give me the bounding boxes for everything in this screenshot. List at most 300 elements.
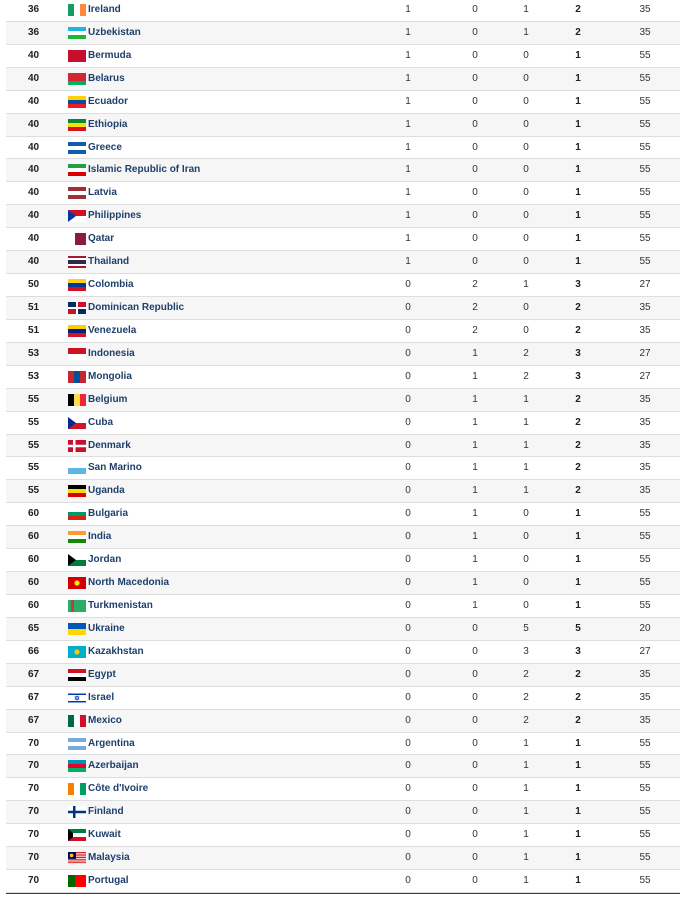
silver-count: 0 [472,714,478,726]
rank-cell: 60 [28,508,40,520]
silver-count: 1 [472,370,478,382]
rank-by-total: 35 [639,714,651,726]
gold-count: 1 [405,49,411,61]
total-count: 1 [575,875,581,887]
country-link[interactable]: Qatar [88,233,115,245]
country-link[interactable]: Cuba [88,416,113,428]
silver-count: 0 [472,164,478,176]
ecuador-flag-icon [68,96,86,108]
country-link[interactable]: Ecuador [88,95,129,107]
silver-count: 2 [472,301,478,313]
table-row [6,45,680,68]
rank-cell: 40 [28,49,40,61]
gold-count: 0 [405,783,411,795]
total-count: 1 [575,118,581,130]
bronze-count: 0 [523,256,529,268]
total-count: 1 [575,737,581,749]
argentina-flag-icon [68,738,86,750]
country-link[interactable]: Azerbaijan [88,760,139,772]
bronze-count: 2 [523,714,529,726]
country-link[interactable]: India [88,531,112,543]
denmark-flag-icon [68,440,86,452]
country-link[interactable]: Philippines [88,210,142,222]
bronze-count: 0 [523,164,529,176]
country-link[interactable]: Uzbekistan [88,26,141,38]
silver-count: 1 [472,599,478,611]
israel-flag-icon [68,692,86,704]
total-count: 1 [575,852,581,864]
rank-by-total: 55 [639,783,651,795]
gold-count: 0 [405,462,411,474]
country-link[interactable]: Bulgaria [88,508,129,520]
gold-count: 0 [405,622,411,634]
rank-cell: 40 [28,72,40,84]
azerbaijan-flag-icon [68,760,86,772]
rank-by-total: 55 [639,141,651,153]
total-count: 1 [575,187,581,199]
gold-count: 1 [405,95,411,107]
bronze-count: 0 [523,508,529,520]
rank-cell: 55 [28,393,40,405]
rank-by-total: 55 [639,760,651,772]
silver-count: 1 [472,347,478,359]
thailand-flag-icon [68,256,86,268]
table-row [6,710,680,733]
bronze-count: 2 [523,347,529,359]
table-row [6,526,680,549]
ireland-flag-icon [68,4,86,16]
table-row [6,503,680,526]
rank-by-total: 55 [639,210,651,222]
total-count: 1 [575,256,581,268]
table-row [6,641,680,664]
total-count: 1 [575,806,581,818]
silver-count: 1 [472,439,478,451]
table-row [6,0,680,22]
qatar-flag-icon [68,233,86,245]
silver-count: 0 [472,4,478,15]
country-link[interactable]: Belarus [88,72,125,84]
turkmenistan-flag-icon [68,600,86,612]
table-row [6,412,680,435]
table-row [6,91,680,114]
cote-divoire-flag-icon [68,783,86,795]
table-row [6,68,680,91]
bronze-count: 1 [523,26,529,38]
gold-count: 0 [405,875,411,887]
total-count: 2 [575,485,581,497]
rank-by-total: 55 [639,164,651,176]
table-row [6,457,680,480]
country-link[interactable]: Dominican Republic [88,301,185,313]
bronze-count: 1 [523,737,529,749]
gold-count: 0 [405,577,411,589]
country-link[interactable]: Jordan [88,554,122,566]
bronze-count: 1 [523,806,529,818]
country-link[interactable]: Finland [88,806,124,818]
country-link[interactable]: Ukraine [88,622,125,634]
rank-by-total: 27 [639,279,651,291]
rank-cell: 67 [28,691,40,703]
gold-count: 0 [405,760,411,772]
rank-cell: 40 [28,210,40,222]
total-count: 2 [575,691,581,703]
total-count: 2 [575,301,581,313]
bronze-count: 3 [523,645,529,657]
gold-count: 0 [405,737,411,749]
table-row [6,618,680,641]
gold-count: 0 [405,439,411,451]
jordan-flag-icon [68,554,86,566]
kuwait-flag-icon [68,829,86,841]
rank-cell: 67 [28,714,40,726]
rank-by-total: 55 [639,118,651,130]
silver-count: 0 [472,49,478,61]
silver-count: 0 [472,72,478,84]
table-row [6,824,680,847]
rank-by-total: 55 [639,256,651,268]
rank-cell: 60 [28,554,40,566]
rank-cell: 51 [28,301,40,313]
gold-count: 0 [405,829,411,841]
rank-by-total: 55 [639,599,651,611]
total-count: 1 [575,554,581,566]
gold-count: 1 [405,233,411,245]
country-link[interactable]: Greece [88,141,122,153]
rank-by-total: 55 [639,806,651,818]
table-row [6,687,680,710]
table-row [6,320,680,343]
silver-count: 0 [472,829,478,841]
country-link[interactable]: Kuwait [88,829,121,841]
bronze-count: 2 [523,370,529,382]
rank-by-total: 35 [639,393,651,405]
gold-count: 1 [405,72,411,84]
bronze-count: 0 [523,118,529,130]
silver-count: 0 [472,645,478,657]
rank-by-total: 27 [639,370,651,382]
rank-cell: 40 [28,164,40,176]
gold-count: 0 [405,279,411,291]
table-bottom-rule [6,893,680,894]
uzbekistan-flag-icon [68,27,86,39]
gold-count: 1 [405,118,411,130]
gold-count: 0 [405,370,411,382]
country-link[interactable]: San Marino [88,462,142,474]
country-link[interactable]: Ireland [88,4,121,15]
rank-cell: 50 [28,279,40,291]
rank-by-total: 55 [639,72,651,84]
total-count: 1 [575,95,581,107]
table-row [6,801,680,824]
country-link[interactable]: Portugal [88,875,129,887]
table-row [6,595,680,618]
country-link[interactable]: Venezuela [88,324,137,336]
total-count: 2 [575,393,581,405]
total-count: 1 [575,531,581,543]
rank-by-total: 20 [639,622,651,634]
silver-count: 0 [472,118,478,130]
total-count: 1 [575,599,581,611]
country-link[interactable]: Turkmenistan [88,599,153,611]
silver-count: 0 [472,187,478,199]
silver-count: 0 [472,783,478,795]
total-count: 1 [575,783,581,795]
table-row [6,343,680,366]
belarus-flag-icon [68,73,86,85]
country-link[interactable]: Mongolia [88,370,132,382]
table-row [6,572,680,595]
silver-count: 1 [472,531,478,543]
malaysia-flag-icon [68,852,86,864]
total-count: 1 [575,141,581,153]
rank-cell: 55 [28,485,40,497]
table-row [6,114,680,137]
rank-cell: 36 [28,4,40,15]
rank-by-total: 55 [639,187,651,199]
rank-cell: 40 [28,95,40,107]
gold-count: 0 [405,668,411,680]
total-count: 1 [575,760,581,772]
gold-count: 1 [405,210,411,222]
silver-count: 1 [472,554,478,566]
rank-cell: 70 [28,829,40,841]
gold-count: 1 [405,141,411,153]
rank-by-total: 55 [639,737,651,749]
bronze-count: 1 [523,852,529,864]
country-link[interactable]: Denmark [88,439,131,451]
country-link[interactable]: Bermuda [88,49,132,61]
rank-by-total: 27 [639,645,651,657]
rank-by-total: 55 [639,49,651,61]
gold-count: 0 [405,416,411,428]
bronze-count: 0 [523,187,529,199]
rank-by-total: 55 [639,852,651,864]
rank-cell: 70 [28,875,40,887]
silver-count: 0 [472,95,478,107]
rank-by-total: 35 [639,416,651,428]
country-link[interactable]: Thailand [88,256,130,268]
rank-cell: 40 [28,118,40,130]
rank-cell: 55 [28,439,40,451]
mongolia-flag-icon [68,371,86,383]
north-macedonia-flag-icon [68,577,86,589]
table-row [6,137,680,160]
rank-by-total: 55 [639,508,651,520]
finland-flag-icon [68,806,86,818]
silver-count: 1 [472,577,478,589]
gold-count: 1 [405,256,411,268]
silver-count: 1 [472,416,478,428]
rank-cell: 40 [28,233,40,245]
bronze-count: 0 [523,49,529,61]
rank-by-total: 55 [639,554,651,566]
total-count: 1 [575,829,581,841]
rank-cell: 65 [28,622,40,634]
table-row [6,389,680,412]
bronze-count: 1 [523,4,529,15]
silver-count: 1 [472,485,478,497]
table-row [6,274,680,297]
total-count: 2 [575,439,581,451]
total-count: 3 [575,370,581,382]
rank-cell: 70 [28,760,40,772]
table-row [6,435,680,458]
gold-count: 0 [405,806,411,818]
san-marino-flag-icon [68,462,86,474]
bronze-count: 0 [523,531,529,543]
country-link[interactable]: Egypt [88,668,116,680]
total-count: 2 [575,462,581,474]
country-link[interactable]: Kazakhstan [88,645,144,657]
bronze-count: 1 [523,462,529,474]
bronze-count: 2 [523,691,529,703]
bronze-count: 0 [523,72,529,84]
bronze-count: 1 [523,393,529,405]
gold-count: 0 [405,393,411,405]
total-count: 3 [575,645,581,657]
gold-count: 0 [405,852,411,864]
table-row [6,755,680,778]
rank-by-total: 55 [639,233,651,245]
rank-cell: 51 [28,324,40,336]
country-link[interactable]: Uganda [88,485,125,497]
rank-by-total: 55 [639,531,651,543]
table-row [6,182,680,205]
country-link[interactable]: Belgium [88,393,128,405]
country-link[interactable]: Latvia [88,187,117,199]
gold-count: 1 [405,4,411,15]
gold-count: 1 [405,164,411,176]
rank-cell: 55 [28,462,40,474]
rank-cell: 70 [28,852,40,864]
bermuda-flag-icon [68,50,86,62]
bronze-count: 1 [523,783,529,795]
bronze-count: 0 [523,141,529,153]
total-count: 5 [575,622,581,634]
bronze-count: 0 [523,301,529,313]
rank-cell: 70 [28,806,40,818]
bulgaria-flag-icon [68,508,86,520]
bronze-count: 1 [523,485,529,497]
total-count: 1 [575,233,581,245]
country-link[interactable]: Mexico [88,714,122,726]
rank-by-total: 35 [639,439,651,451]
country-link[interactable]: Colombia [88,279,134,291]
rank-by-total: 55 [639,95,651,107]
table-row [6,297,680,320]
rank-by-total: 35 [639,4,651,15]
total-count: 3 [575,347,581,359]
total-count: 2 [575,324,581,336]
ethiopia-flag-icon [68,119,86,131]
silver-count: 0 [472,622,478,634]
rank-by-total: 35 [639,462,651,474]
table-row [6,870,680,893]
rank-cell: 55 [28,416,40,428]
table-row [6,205,680,228]
bronze-count: 2 [523,668,529,680]
total-count: 1 [575,577,581,589]
bronze-count: 0 [523,95,529,107]
rank-cell: 70 [28,737,40,749]
silver-count: 0 [472,806,478,818]
gold-count: 0 [405,347,411,359]
table-row [6,664,680,687]
rank-cell: 60 [28,599,40,611]
gold-count: 0 [405,714,411,726]
country-link[interactable]: Ethiopia [88,118,128,130]
india-flag-icon [68,531,86,543]
gold-count: 0 [405,691,411,703]
silver-count: 0 [472,233,478,245]
silver-count: 0 [472,26,478,38]
silver-count: 2 [472,324,478,336]
bronze-count: 0 [523,233,529,245]
bronze-count: 1 [523,279,529,291]
silver-count: 0 [472,668,478,680]
total-count: 1 [575,49,581,61]
bronze-count: 5 [523,622,529,634]
rank-cell: 53 [28,370,40,382]
total-count: 1 [575,508,581,520]
total-count: 2 [575,26,581,38]
total-count: 3 [575,279,581,291]
silver-count: 0 [472,210,478,222]
uganda-flag-icon [68,485,86,497]
silver-count: 0 [472,141,478,153]
bronze-count: 0 [523,577,529,589]
country-link[interactable]: Malaysia [88,852,130,864]
philippines-flag-icon [68,210,86,222]
rank-by-total: 55 [639,577,651,589]
silver-count: 1 [472,462,478,474]
medal-table [6,0,680,893]
country-link[interactable]: Côte d'Ivoire [88,783,149,795]
silver-count: 1 [472,393,478,405]
latvia-flag-icon [68,187,86,199]
country-link[interactable]: Indonesia [88,347,135,359]
bronze-count: 1 [523,760,529,772]
bronze-count: 1 [523,829,529,841]
table-row [6,549,680,572]
bronze-count: 1 [523,439,529,451]
silver-count: 0 [472,760,478,772]
rank-by-total: 35 [639,324,651,336]
table-row [6,228,680,251]
rank-cell: 53 [28,347,40,359]
gold-count: 0 [405,599,411,611]
country-link[interactable]: North Macedonia [88,577,170,589]
gold-count: 1 [405,187,411,199]
silver-count: 1 [472,508,478,520]
gold-count: 0 [405,554,411,566]
rank-cell: 60 [28,531,40,543]
rank-cell: 40 [28,187,40,199]
silver-count: 0 [472,737,478,749]
rank-by-total: 35 [639,26,651,38]
total-count: 2 [575,668,581,680]
country-link[interactable]: Israel [88,691,115,703]
rank-cell: 60 [28,577,40,589]
country-link[interactable]: Argentina [88,737,135,749]
belgium-flag-icon [68,394,86,406]
rank-cell: 40 [28,256,40,268]
total-count: 1 [575,164,581,176]
country-link[interactable]: Islamic Republic of Iran [88,164,201,176]
total-count: 1 [575,210,581,222]
bronze-count: 0 [523,324,529,336]
